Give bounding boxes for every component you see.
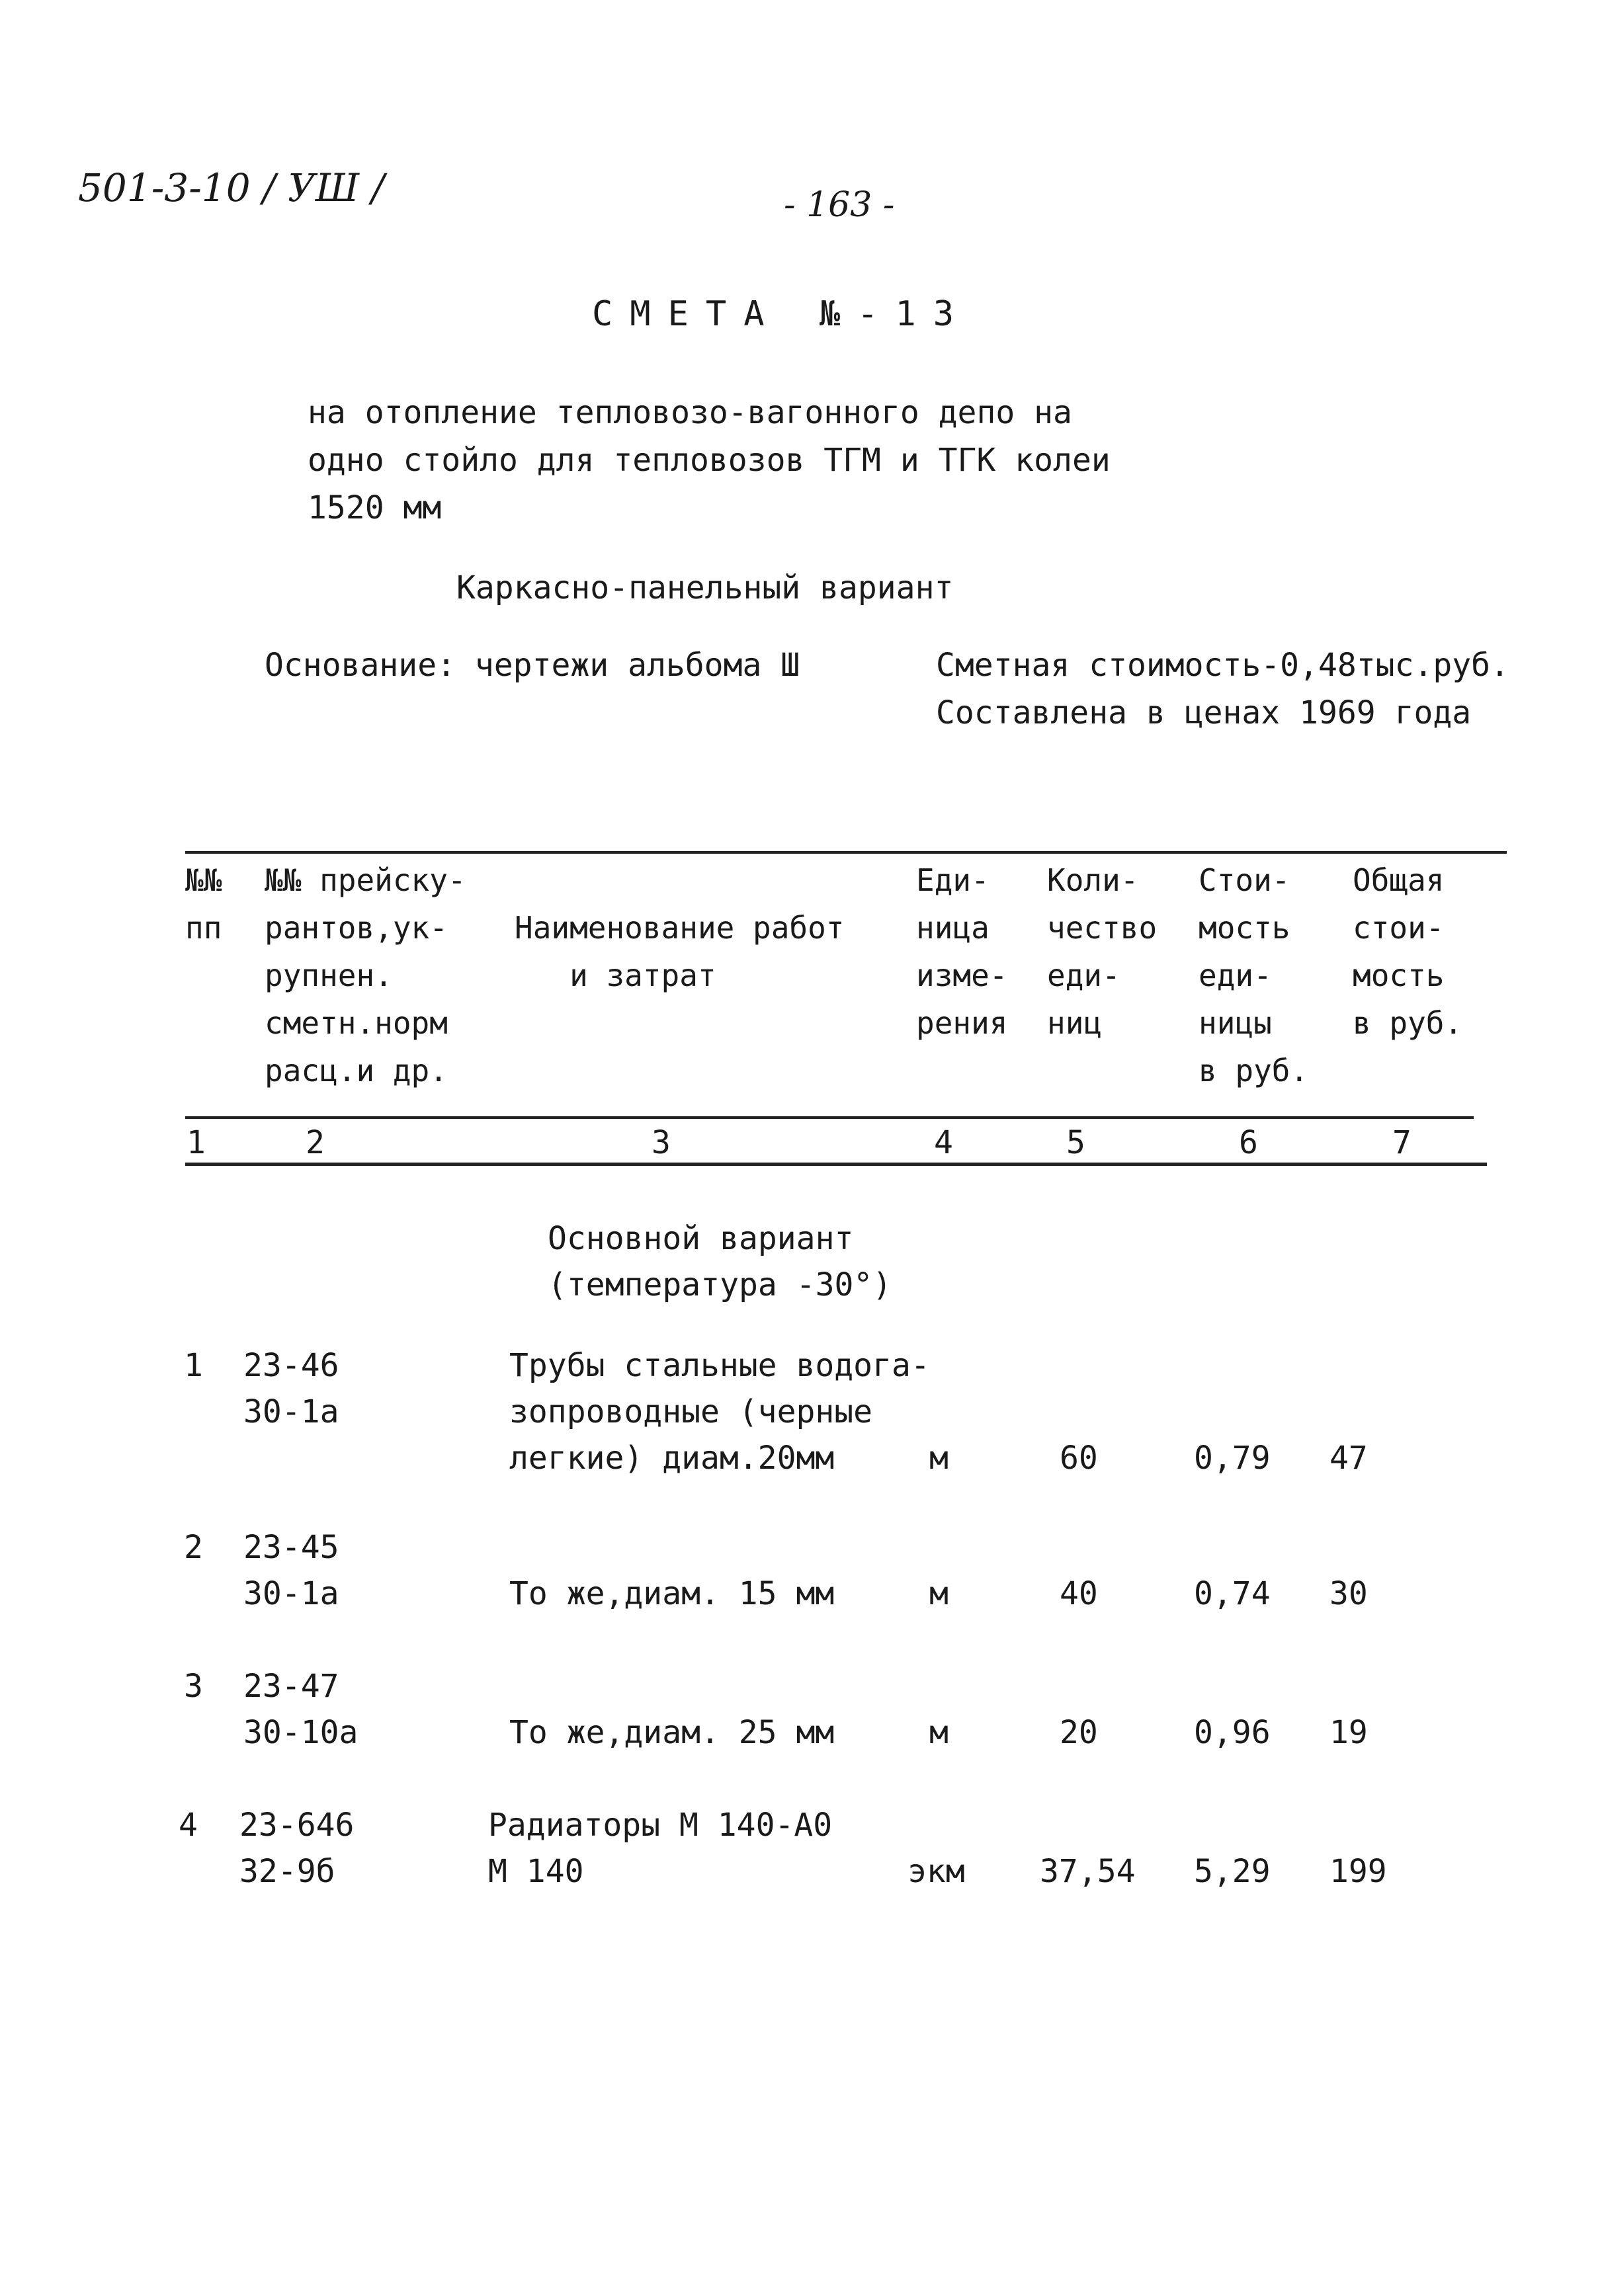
row-1-name: Трубы стальные водога- зопроводные (черные легкие) диам.20мм [509, 1347, 930, 1477]
col-number-7: 7 [1392, 1124, 1412, 1161]
document-title: СМЕТА №-13 [592, 294, 972, 334]
row-2-name: То же,диам. 15 мм [509, 1575, 835, 1612]
row-1-total: 47 [1329, 1440, 1368, 1477]
row-2-number: 2 [184, 1529, 203, 1566]
subtitle-line-2: одно стойло для тепловозов ТГМ и ТГК колеи [308, 442, 1111, 479]
estimated-cost: Сметная стоимость-0,48тыс.руб. [936, 647, 1509, 684]
subtitle-line-3: 1520 мм [308, 489, 442, 526]
col-number-6: 6 [1239, 1124, 1258, 1161]
row-3-quantity: 20 [1060, 1714, 1098, 1751]
column-number-rule [185, 1163, 1487, 1166]
header-unit: Еди- ница изме- рения [916, 862, 1008, 1041]
col-number-3: 3 [652, 1124, 671, 1161]
row-2-codes: 23-45 30-1а [243, 1529, 339, 1612]
header-quantity: Коли- чество еди- ниц [1047, 862, 1158, 1041]
row-3-unit-cost: 0,96 [1194, 1714, 1271, 1751]
table-top-rule [185, 851, 1507, 854]
header-bottom-rule [185, 1116, 1474, 1119]
variant-label: Каркасно-панельный вариант [456, 569, 954, 606]
row-2-unit: м [929, 1575, 949, 1612]
section-title: Основной вариант (температура -30°) [548, 1220, 892, 1303]
row-4-name: Радиаторы М 140-А0 М 140 [488, 1807, 833, 1890]
row-2-total: 30 [1329, 1575, 1368, 1612]
basis-label: Основание: чертежи альбома Ш [265, 647, 800, 684]
row-1-quantity: 60 [1060, 1440, 1098, 1477]
header-unit-cost: Стои- мость еди- ницы в руб. [1199, 862, 1309, 1088]
col-number-1: 1 [187, 1124, 206, 1161]
row-3-total: 19 [1329, 1714, 1368, 1751]
header-work-name: Наименование работ и затрат [515, 910, 845, 993]
header-price-codes: №№ прейску- рантов,ук- рупнен. сметн.норм расц.и др. [265, 862, 466, 1088]
row-1-number: 1 [184, 1347, 203, 1384]
row-4-number: 4 [179, 1807, 198, 1844]
row-4-unit-cost: 5,29 [1194, 1853, 1271, 1890]
row-3-number: 3 [184, 1668, 203, 1705]
row-1-unit-cost: 0,79 [1194, 1440, 1271, 1477]
row-2-quantity: 40 [1060, 1575, 1098, 1612]
row-1-codes: 23-46 30-1а [243, 1347, 339, 1430]
row-1-unit: м [929, 1440, 949, 1477]
row-3-codes: 23-47 30-10а [243, 1668, 358, 1751]
row-4-unit: экм [907, 1853, 965, 1890]
page-number: - 163 - [784, 185, 895, 225]
row-4-total: 199 [1329, 1853, 1387, 1890]
header-row-number: №№ пп [185, 862, 222, 946]
row-4-codes: 23-646 32-9б [239, 1807, 355, 1890]
subtitle-line-1: на отопление тепловозо-вагонного депо на [308, 394, 1072, 431]
col-number-4: 4 [934, 1124, 953, 1161]
row-3-unit: м [929, 1714, 949, 1751]
col-number-2: 2 [306, 1124, 325, 1161]
col-number-5: 5 [1066, 1124, 1085, 1161]
header-total-cost: Общая стои- мость в руб. [1353, 862, 1463, 1041]
row-2-unit-cost: 0,74 [1194, 1575, 1271, 1612]
prices-year: Составлена в ценах 1969 года [936, 694, 1472, 731]
row-4-quantity: 37,54 [1040, 1853, 1136, 1890]
document-code: 501-3-10 / УШ / [78, 165, 385, 210]
row-3-name: То же,диам. 25 мм [509, 1714, 835, 1751]
